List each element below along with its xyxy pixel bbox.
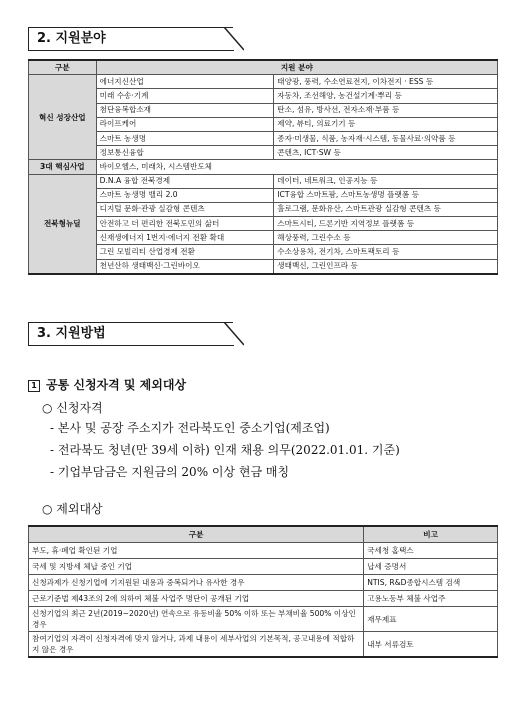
field-name: 에너지신산업 bbox=[96, 75, 274, 89]
field-detail: 생태백신, 그린인프라 등 bbox=[274, 259, 498, 274]
exclusion-note: 내부 서류검토 bbox=[364, 632, 498, 658]
field-name: 정보통신융합 bbox=[96, 146, 274, 160]
exclusion-reason: 근로기준법 제43조의 2에 의하여 체불 사업주 명단이 공개된 기업 bbox=[29, 591, 364, 607]
group-newdeal-label: 전북형뉴딜 bbox=[29, 174, 97, 274]
qualification-item: - 본사 및 공장 주소지가 전라북도인 중소기업(제조업) bbox=[50, 421, 330, 435]
exclusion-reason: 국세 및 지방세 체납 중인 기업 bbox=[29, 559, 364, 575]
field-name: 디지털 문화·관광 실감형 콘텐츠 bbox=[96, 202, 274, 216]
exclusion-reason: 참여기업의 자격이 신청자격에 맞지 않거나, 과제 내용이 세부사업의 기본목적, 공고내용에 적합하지 않은 경우 bbox=[29, 632, 364, 658]
exclusion-note: 고용노동부 체불 사업주 bbox=[364, 591, 498, 607]
header-note: 비고 bbox=[364, 526, 498, 543]
field-name: D.N.A 융합 전북경제 bbox=[96, 174, 274, 188]
qualification-heading: ○ 신청자격 bbox=[42, 401, 103, 415]
subsection-number: 1 bbox=[28, 380, 40, 392]
exclusion-reason: 신청과제가 신청기업에 기지원된 내용과 중복되거나 유사한 경우 bbox=[29, 575, 364, 591]
field-detail: 제약, 뷰티, 의료기기 등 bbox=[274, 117, 498, 131]
field-detail: 종자·미생물, 식품, 농자재·시스템, 동물사료·의약품 등 bbox=[274, 131, 498, 145]
section-header-tab-shape bbox=[214, 27, 244, 51]
section-3-header bbox=[28, 322, 240, 346]
exclusion-reason: 신청기업의 최근 2년(2019~2020년) 연속으로 유동비율 50% 이하 또는 부채비율 500% 이상인 경우 bbox=[29, 607, 364, 632]
header-field: 지원 분야 bbox=[96, 60, 497, 75]
field-detail: 수소상용차, 전기차, 스마트팩토리 등 bbox=[274, 245, 498, 259]
field-name: 천년산하 생태백신·그린바이오 bbox=[96, 259, 274, 274]
field-name: 스마트 농생명 bbox=[96, 131, 274, 145]
exclusion-heading: ○ 제외대상 bbox=[42, 502, 103, 516]
field-name: 안전하고 더 편리한 전북도민의 삶터 bbox=[96, 217, 274, 231]
section-2-title: 2. 지원분야 bbox=[28, 27, 233, 50]
section-header-tab-shape bbox=[214, 322, 244, 346]
subsection-title: 공통 신청자격 및 제외대상 bbox=[46, 378, 187, 392]
field-detail: 탄소, 섬유, 방사선, 전자소재·부품 등 bbox=[274, 103, 498, 117]
field-detail: 해상풍력, 그린수소 등 bbox=[274, 231, 498, 245]
field-name: 첨단융복합소재 bbox=[96, 103, 274, 117]
subsection-common-eligibility bbox=[28, 376, 186, 393]
field-detail: 스마트시티, 드론기반 지역정보 플랫폼 등 bbox=[274, 217, 498, 231]
field-detail: 콘텐츠, ICT·SW 등 bbox=[274, 146, 498, 160]
qualification-item: - 기업부담금은 지원금의 20% 이상 현금 매칭 bbox=[50, 465, 290, 479]
qualification-item: - 전라북도 청년(만 39세 이하) 인재 채용 의무(2022.01.01. 기준) bbox=[50, 443, 400, 457]
header-category: 구분 bbox=[29, 526, 364, 543]
exclusion-table bbox=[28, 525, 498, 658]
exclusion-note: 납세 증명서 bbox=[364, 559, 498, 575]
support-field-table bbox=[28, 59, 498, 275]
field-name: 신재생에너지 1번지·에너지 전환 확대 bbox=[96, 231, 274, 245]
field-name: 미래 수송·기계 bbox=[96, 89, 274, 103]
section-2-header bbox=[28, 27, 240, 51]
field-name: 그린 모빌리티 산업경제 전환 bbox=[96, 245, 274, 259]
group-core-label: 3대 핵심사업 bbox=[29, 160, 97, 174]
field-detail: 데이터, 네트워크, 인공지능 등 bbox=[274, 174, 498, 188]
exclusion-note: NTIS, R&D종합시스템 검색 bbox=[364, 575, 498, 591]
exclusion-note: 재무제표 bbox=[364, 607, 498, 632]
field-name: 라이프케어 bbox=[96, 117, 274, 131]
exclusion-note: 국세청 홈택스 bbox=[364, 543, 498, 559]
header-category: 구분 bbox=[29, 60, 97, 75]
field-detail: ICT융합 스마트팜, 스마트농생명 플랫폼 등 bbox=[274, 188, 498, 202]
field-detail: 홀로그램, 문화유산, 스마트관광 실감형 콘텐츠 등 bbox=[274, 202, 498, 216]
group-innovation-label: 혁신 성장산업 bbox=[29, 75, 97, 160]
field-detail: 태양광, 풍력, 수소연료전지, 이차전지 · ESS 등 bbox=[274, 75, 498, 89]
exclusion-reason: 부도, 휴·폐업 확인된 기업 bbox=[29, 543, 364, 559]
field-detail: 자동차, 조선해양, 농건설기계·뿌리 등 bbox=[274, 89, 498, 103]
field-name: 스마트 농생명 밸리 2.0 bbox=[96, 188, 274, 202]
core-business-value: 바이오헬스, 미래차, 시스템반도체 bbox=[96, 160, 497, 174]
section-3-title: 3. 지원방법 bbox=[28, 322, 233, 345]
